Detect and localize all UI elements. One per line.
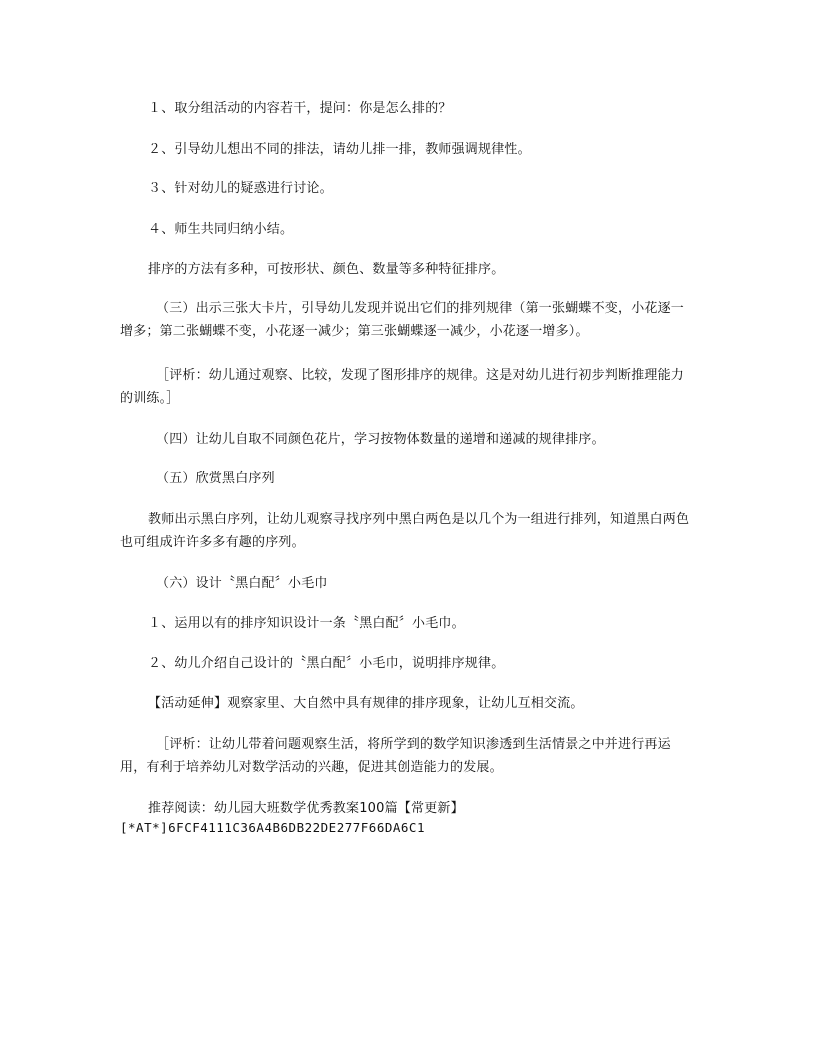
paragraph-section-4: （四）让幼儿自取不同颜色花片，学习按物体数量的递增和递减的规律排序。: [156, 432, 605, 447]
document-code-line: [*AT*]6FCF4111C36A4B6DB22DE277F66DA6C1: [120, 820, 425, 835]
paragraph-section-6: （六）设计〝黑白配〞小毛巾: [156, 576, 328, 591]
paragraph-step-1: １、取分组活动的内容若干，提问：你是怎么排的？: [148, 101, 452, 116]
paragraph-comment-1: ［评析：幼儿通过观察、比较，发现了图形排序的规律。这是对幼儿进行初步判断推理能力的训练。］: [120, 368, 685, 406]
paragraph-design-2: ２、幼儿介绍自己设计的〝黑白配〞小毛巾，说明排序规律。: [148, 656, 505, 671]
paragraph-step-3: ３、针对幼儿的疑惑进行讨论。: [148, 181, 333, 196]
paragraph-step-2: ２、引导幼儿想出不同的排法，请幼儿排一排，教师强调规律性。: [148, 142, 531, 157]
paragraph-comment-2: ［评析：让幼儿带着问题观察生活，将所学到的数学知识渗透到生活情景之中并进行再运用，有利于培养幼儿对数学活动的兴趣，促进其创造能力的发展。: [120, 737, 671, 775]
paragraph-step-4: ４、师生共同归纳小结。: [148, 222, 294, 237]
paragraph-section-5: （五）欣赏黑白序列: [156, 471, 275, 486]
paragraph-design-1: １、运用以有的排序知识设计一条〝黑白配〞小毛巾。: [148, 616, 465, 631]
paragraph-recommended-reading: 推荐阅读：幼儿园大班数学优秀教案100篇【常更新】: [148, 801, 464, 816]
paragraph-activity-extension: 【活动延伸】观察家里、大自然中具有规律的排序现象，让幼儿互相交流。: [148, 696, 584, 711]
paragraph-section-3: （三）出示三张大卡片，引导幼儿发现并说出它们的排列规律（第一张蝴蝶不变，小花逐一增多；第二张蝴蝶不变，小花逐一减少；第三张蝴蝶逐一减少，小花逐一增多）。: [120, 301, 685, 339]
paragraph-summary: 排序的方法有多种，可按形状、颜色、数量等多种特征排序。: [148, 262, 505, 277]
paragraph-black-white: 教师出示黑白序列，让幼儿观察寻找序列中黑白两色是以几个为一组进行排列，知道黑白两色也可组成许许多多有趣的序列。: [120, 512, 690, 550]
